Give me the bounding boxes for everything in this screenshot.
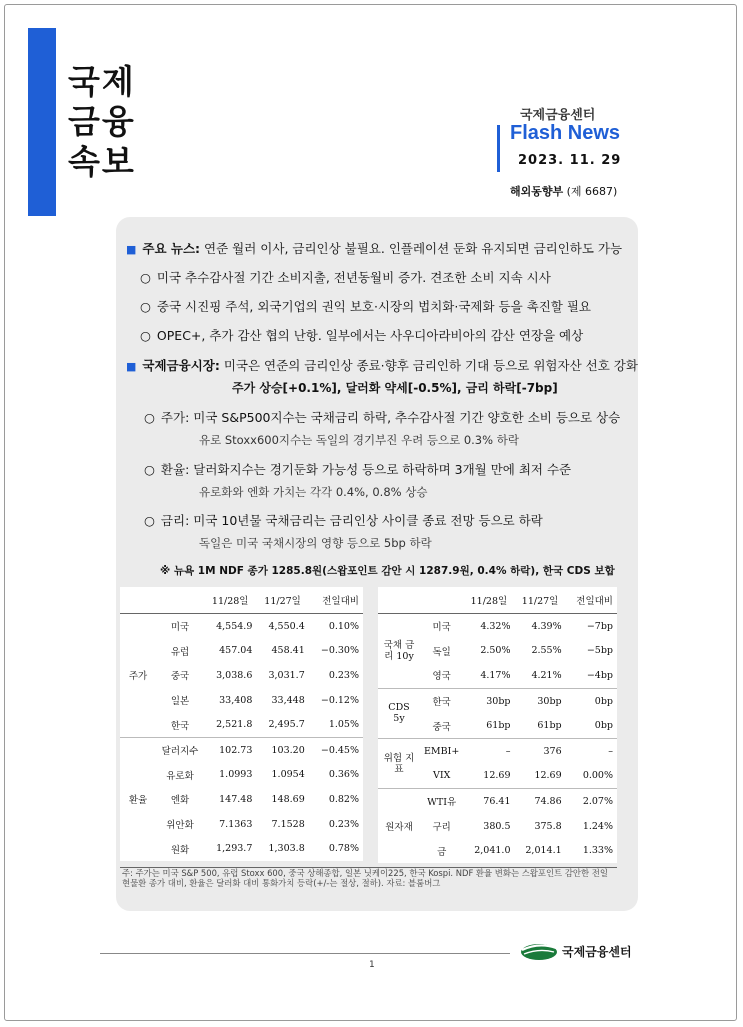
- table-header-cell: 11/28일: [204, 587, 256, 614]
- cell-value: 30bp: [515, 688, 566, 713]
- row-label: 미국: [432, 622, 451, 634]
- dept-name: 해외동향부: [510, 185, 564, 198]
- circle-bullet-icon: ○: [144, 462, 155, 477]
- news-item-text: OPEC+, 추가 감산 협의 난항. 일부에서는 사우디아라비아의 감산 연장을 예상: [156, 328, 584, 343]
- table-row: [120, 812, 363, 837]
- table-header-cell: 11/27일: [256, 587, 308, 614]
- cell-change: 0bp: [594, 720, 613, 732]
- market-label: 국제금융시장:: [142, 358, 220, 373]
- table-row: [120, 787, 363, 812]
- square-bullet-icon: ■: [126, 360, 137, 373]
- table-row: [378, 738, 617, 763]
- table-header-cell: [420, 587, 463, 614]
- cell-value: 2,041.0: [474, 845, 511, 857]
- table-header-cell: [378, 587, 420, 614]
- detail-item: [144, 408, 620, 426]
- detail-text: 달러화지수는 경기둔화 가능성 등으로 하락하며 3개월 만에 최저 수준: [193, 462, 572, 477]
- table-header-cell: 전일대비: [566, 587, 617, 614]
- table-header-cell: [156, 587, 204, 614]
- market-table-right: [378, 587, 617, 863]
- cell-change: 0.00%: [582, 770, 613, 782]
- issue-number: (제 6687): [566, 185, 618, 198]
- table-row: [120, 639, 363, 664]
- news-item-text: 미국 추수감사절 기간 소비지출, 전년동월비 증가. 견조한 소비 지속 시사: [156, 270, 551, 285]
- cell-value: 33,448: [271, 694, 305, 706]
- news-item: [140, 326, 583, 344]
- group-label: 환율: [120, 737, 156, 860]
- row-label: 한국: [420, 688, 463, 713]
- cell-value: 103.20: [256, 737, 308, 762]
- cell-value: 3,038.6: [216, 669, 253, 681]
- cell-change: 0.23%: [328, 818, 359, 830]
- row-label: VIX: [432, 770, 451, 782]
- row-label: 한국: [170, 720, 190, 732]
- detail-sub: 유로 Stoxx600지수는 독일의 경기부진 우려 등으로 0.3% 하락: [199, 433, 519, 447]
- cell-value: 380.5: [483, 820, 511, 832]
- cell-change: −0.45%: [309, 737, 363, 762]
- circle-bullet-icon: ○: [144, 410, 155, 425]
- cell-change: –: [566, 738, 617, 763]
- cell-value: 2,495.7: [268, 719, 305, 731]
- cell-value: 12.69: [534, 770, 562, 782]
- table-row: [120, 712, 363, 737]
- group-label: 국채 금리 10y: [383, 639, 415, 662]
- cell-value: 458.41: [271, 645, 305, 657]
- cell-change: −4bp: [586, 669, 613, 681]
- table-header-row: [120, 587, 363, 614]
- cell-change: 0.36%: [328, 769, 359, 781]
- cell-value: 457.04: [219, 645, 253, 657]
- cell-value: 74.86: [515, 789, 566, 814]
- row-label: 미국: [170, 622, 190, 634]
- detail-item: [144, 460, 571, 478]
- cell-value: 7.1363: [219, 818, 253, 830]
- market-table-left: [120, 587, 363, 861]
- table-row: [120, 737, 363, 762]
- cell-change: 1.05%: [328, 719, 359, 731]
- cell-value: –: [463, 738, 514, 763]
- table-header-cell: 11/28일: [463, 587, 514, 614]
- detail-sub: 유로화와 엔화 가치는 각각 0.4%, 0.8% 상승: [199, 485, 428, 499]
- cell-value: 2,014.1: [525, 845, 562, 857]
- news-item: [140, 268, 551, 286]
- cell-value: 147.48: [219, 793, 253, 805]
- group-label: CDS 5y: [378, 688, 420, 738]
- page-number: 1: [369, 960, 375, 970]
- row-label: 유럽: [170, 646, 190, 658]
- title-line: 속보: [68, 142, 136, 181]
- cell-change: 2.07%: [566, 789, 617, 814]
- main-news-line: [126, 239, 622, 257]
- cell-change: 1.24%: [582, 820, 613, 832]
- table-row: [378, 614, 617, 639]
- header-date: 2023. 11. 29: [518, 153, 622, 168]
- detail-item: [144, 511, 543, 529]
- cell-change: 0.23%: [328, 669, 359, 681]
- cell-value: 3,031.7: [268, 669, 305, 681]
- group-label: 주가: [128, 671, 148, 683]
- row-label: 유로화: [166, 770, 194, 782]
- row-label: 달러지수: [156, 737, 204, 762]
- cell-value: 4,550.4: [268, 620, 305, 632]
- cell-change: 0.78%: [328, 843, 359, 855]
- cell-change: 1.33%: [582, 845, 613, 857]
- cell-value: 76.41: [463, 789, 514, 814]
- row-label: WTI유: [420, 789, 463, 814]
- row-label: 영국: [432, 671, 451, 683]
- table-row: [378, 688, 617, 713]
- kcif-logo-icon: [518, 940, 560, 962]
- row-label: 일본: [170, 696, 190, 708]
- cell-value: 1.0993: [219, 769, 253, 781]
- table-row: [120, 763, 363, 788]
- market-line: [126, 356, 638, 374]
- cell-change: −7bp: [586, 620, 613, 632]
- row-label: 구리: [432, 822, 451, 834]
- main-news-label: 주요 뉴스:: [142, 241, 201, 256]
- row-label: 위안화: [166, 820, 194, 832]
- square-bullet-icon: ■: [126, 243, 137, 256]
- row-label: 중국: [432, 721, 451, 733]
- circle-bullet-icon: ○: [140, 299, 151, 314]
- table-header-cell: [120, 587, 156, 614]
- circle-bullet-icon: ○: [140, 328, 151, 343]
- cell-value: 148.69: [271, 793, 305, 805]
- table-header-cell: 11/27일: [515, 587, 566, 614]
- group-label: 원자재: [378, 789, 420, 863]
- cell-value: 1.0954: [271, 769, 305, 781]
- ndf-note: ※ 뉴욕 1M NDF 종가 1285.8원(스왑포인트 감안 시 1287.9원, 0.4% 하락), 한국 CDS 보합: [160, 565, 615, 577]
- market-headline: 주가 상승[+0.1%], 달러화 약세[-0.5%], 금리 하락[-7bp]: [232, 381, 558, 395]
- detail-sub: 독일은 미국 국채시장의 영향 등으로 5bp 하락: [199, 536, 432, 550]
- table-row: [120, 688, 363, 713]
- cell-value: 12.69: [483, 770, 511, 782]
- table-row: [378, 789, 617, 814]
- news-item: [140, 297, 591, 315]
- title-line: 금융: [68, 102, 136, 141]
- row-label: 중국: [170, 671, 190, 683]
- cell-change: 0.10%: [328, 620, 359, 632]
- footer-org: 국제금융센터: [562, 945, 632, 959]
- cell-value: 376: [515, 738, 566, 763]
- table-row: [120, 614, 363, 639]
- header-org: 국제금융센터: [520, 108, 596, 123]
- header-flash-news: Flash News: [510, 122, 621, 144]
- footer-rule: [100, 953, 510, 954]
- cell-value: 2.50%: [480, 645, 511, 657]
- header-divider: [497, 125, 500, 172]
- cell-value: 4.17%: [480, 669, 511, 681]
- cell-value: 4.39%: [531, 620, 562, 632]
- table-header-cell: 전일대비: [309, 587, 363, 614]
- header-dept: [510, 183, 617, 199]
- main-title: [68, 62, 136, 182]
- table-row: [120, 663, 363, 688]
- row-label: 금: [437, 846, 447, 858]
- cell-change: 0bp: [566, 688, 617, 713]
- cell-value: 61bp: [486, 720, 511, 732]
- cell-value: 4,554.9: [216, 620, 253, 632]
- table-header-row: [378, 587, 617, 614]
- cell-value: 375.8: [534, 820, 562, 832]
- title-accent-bar: [28, 28, 56, 216]
- circle-bullet-icon: ○: [144, 513, 155, 528]
- cell-value: 2.55%: [531, 645, 562, 657]
- cell-value: 61bp: [537, 720, 562, 732]
- cell-value: 1,303.8: [268, 843, 305, 855]
- main-news-text: 연준 월러 이사, 금리인상 불필요. 인플레이션 둔화 유지되면 금리인하도 가능: [204, 241, 623, 256]
- cell-value: 7.1528: [271, 818, 305, 830]
- cell-value: 2,521.8: [216, 719, 253, 731]
- table-row: [120, 836, 363, 861]
- table-note: 주: 주가는 미국 S&P 500, 유럽 Stoxx 600, 중국 상해종합, 일본 닛케이225, 한국 Kospi. NDF 환율 변화는 스왑포인트 감안한 전일 현물환 종가 대비, 환율은 달러화 대비 통화가치 등락(+/-는 절상, 절하). 자료: 블룸버그: [122, 868, 608, 888]
- cell-value: 4.32%: [480, 620, 511, 632]
- news-item-text: 중국 시진핑 주석, 외국기업의 권익 보호·시장의 법치화·국제화 등을 촉진할 필요: [156, 299, 592, 314]
- circle-bullet-icon: ○: [140, 270, 151, 285]
- row-label: EMBI+: [420, 738, 463, 763]
- detail-label: 금리:: [160, 513, 190, 528]
- cell-value: 102.73: [204, 737, 256, 762]
- cell-change: −5bp: [586, 645, 613, 657]
- cell-change: −0.30%: [320, 645, 359, 657]
- detail-text: 미국 10년물 국채금리는 금리인상 사이클 종료 전망 등으로 하락: [193, 513, 543, 528]
- cell-value: 1,293.7: [216, 843, 253, 855]
- cell-change: −0.12%: [320, 694, 359, 706]
- market-text: 미국은 연준의 금리인상 종료·향후 금리인하 기대 등으로 위험자산 선호 강화: [223, 358, 638, 373]
- group-label: 위험 지표: [378, 738, 420, 788]
- cell-value: 4.21%: [531, 669, 562, 681]
- cell-value: 33,408: [219, 694, 253, 706]
- title-line: 국제: [68, 62, 136, 101]
- cell-value: 30bp: [463, 688, 514, 713]
- cell-change: 0.82%: [328, 793, 359, 805]
- row-label: 독일: [432, 646, 451, 658]
- detail-label: 환율:: [160, 462, 190, 477]
- row-label: 원화: [170, 844, 190, 856]
- detail-text: 미국 S&P500지수는 국채금리 하락, 추수감사절 기간 양호한 소비 등으로 상승: [193, 410, 621, 425]
- detail-label: 주가:: [160, 410, 190, 425]
- row-label: 엔화: [170, 795, 190, 807]
